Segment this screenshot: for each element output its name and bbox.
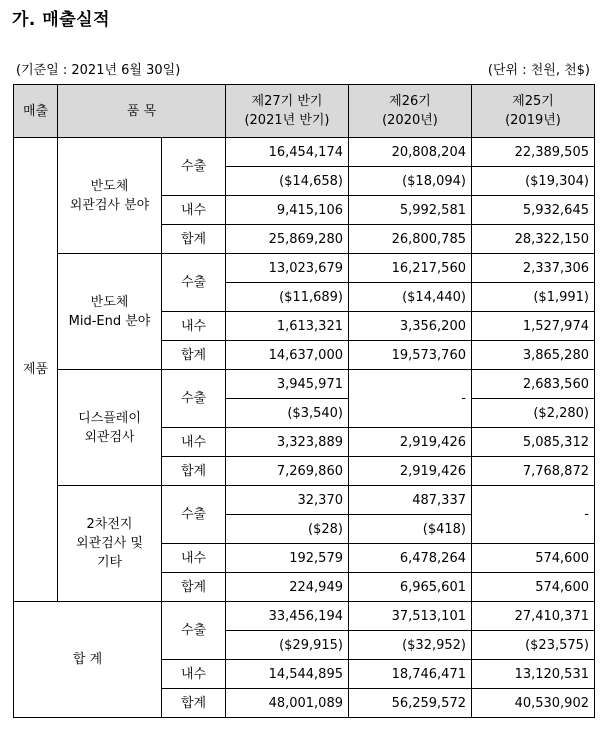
table-row bbox=[14, 370, 595, 399]
export-value: 33,456,194 bbox=[226, 602, 349, 631]
export-label: 수출 bbox=[162, 138, 226, 196]
domestic-label: 내수 bbox=[162, 544, 226, 573]
sales-table bbox=[13, 84, 595, 718]
export-value: 27,410,371 bbox=[472, 602, 595, 631]
subtotal-value: 19,573,760 bbox=[349, 341, 472, 370]
domestic-label: 내수 bbox=[162, 196, 226, 225]
subtotal-label: 합계 bbox=[162, 457, 226, 486]
export-usd-value: ($32,952) bbox=[349, 631, 472, 660]
subtotal-value: 3,865,280 bbox=[472, 341, 595, 370]
subtotal-value: 6,965,601 bbox=[349, 573, 472, 602]
export-usd-value: ($418) bbox=[349, 515, 472, 544]
export-value: 2,683,560 bbox=[472, 370, 595, 399]
subtotal-label: 합계 bbox=[162, 689, 226, 718]
unit-note: (단위 : 천원, 천$) bbox=[487, 63, 590, 78]
export-usd-value: ($19,304) bbox=[472, 167, 595, 196]
table-row bbox=[14, 602, 595, 631]
table-row bbox=[14, 138, 595, 167]
domestic-value: 14,544,895 bbox=[226, 660, 349, 689]
subtotal-value: 40,530,902 bbox=[472, 689, 595, 718]
reference-date: (기준일 : 2021년 6월 30일) bbox=[16, 63, 181, 78]
export-usd-value: ($18,094) bbox=[349, 167, 472, 196]
export-usd-value: ($11,689) bbox=[226, 283, 349, 312]
header-item: 품 목 bbox=[58, 85, 226, 138]
export-label: 수출 bbox=[162, 370, 226, 428]
export-value: 13,023,679 bbox=[226, 254, 349, 283]
subtotal-label: 합계 bbox=[162, 341, 226, 370]
product-group-name: 2차전지 외관검사 및 기타 bbox=[58, 486, 162, 602]
export-label: 수출 bbox=[162, 486, 226, 544]
export-usd-value: ($14,440) bbox=[349, 283, 472, 312]
domestic-value: 9,415,106 bbox=[226, 196, 349, 225]
subtotal-value: 25,869,280 bbox=[226, 225, 349, 254]
domestic-value: 5,085,312 bbox=[472, 428, 595, 457]
export-usd-value: ($3,540) bbox=[226, 399, 349, 428]
export-usd-value: ($1,991) bbox=[472, 283, 595, 312]
subtotal-value: 14,637,000 bbox=[226, 341, 349, 370]
domestic-value: 18,746,471 bbox=[349, 660, 472, 689]
export-value: 2,337,306 bbox=[472, 254, 595, 283]
subtotal-value: 224,949 bbox=[226, 573, 349, 602]
domestic-value: 5,992,581 bbox=[349, 196, 472, 225]
product-group-name: 반도체 외관검사 분야 bbox=[58, 138, 162, 254]
subtotal-value: 574,600 bbox=[472, 573, 595, 602]
export-value: 20,808,204 bbox=[349, 138, 472, 167]
domestic-value: 6,478,264 bbox=[349, 544, 472, 573]
header-sales: 매출 bbox=[14, 85, 58, 138]
domestic-value: 5,932,645 bbox=[472, 196, 595, 225]
export-usd-value: ($28) bbox=[226, 515, 349, 544]
section-title: 가. 매출실적 bbox=[12, 10, 110, 30]
domestic-label: 내수 bbox=[162, 312, 226, 341]
subtotal-label: 합계 bbox=[162, 573, 226, 602]
export-value: 32,370 bbox=[226, 486, 349, 515]
subtotal-value: 48,001,089 bbox=[226, 689, 349, 718]
subtotal-value: 26,800,785 bbox=[349, 225, 472, 254]
domestic-value: 3,323,889 bbox=[226, 428, 349, 457]
export-usd-value: ($29,915) bbox=[226, 631, 349, 660]
domestic-value: 2,919,426 bbox=[349, 428, 472, 457]
export-value: 3,945,971 bbox=[226, 370, 349, 399]
export-value: - bbox=[349, 370, 472, 428]
export-usd-value: ($2,280) bbox=[472, 399, 595, 428]
export-label: 수출 bbox=[162, 254, 226, 312]
export-label: 수출 bbox=[162, 602, 226, 660]
grand-total-label: 합 계 bbox=[14, 602, 162, 718]
domestic-label: 내수 bbox=[162, 428, 226, 457]
header-period-3: 제25기 (2019년) bbox=[472, 85, 595, 138]
export-value: 16,454,174 bbox=[226, 138, 349, 167]
subtotal-value: 7,768,872 bbox=[472, 457, 595, 486]
domestic-value: 13,120,531 bbox=[472, 660, 595, 689]
export-value: 37,513,101 bbox=[349, 602, 472, 631]
header-period-2: 제26기 (2020년) bbox=[349, 85, 472, 138]
subtotal-label: 합계 bbox=[162, 225, 226, 254]
domestic-value: 574,600 bbox=[472, 544, 595, 573]
export-value: 22,389,505 bbox=[472, 138, 595, 167]
subtotal-value: 2,919,426 bbox=[349, 457, 472, 486]
export-value: 487,337 bbox=[349, 486, 472, 515]
subtotal-value: 56,259,572 bbox=[349, 689, 472, 718]
product-group-name: 디스플레이 외관검사 bbox=[58, 370, 162, 486]
domestic-value: 192,579 bbox=[226, 544, 349, 573]
table-row bbox=[14, 486, 595, 515]
subtotal-value: 7,269,860 bbox=[226, 457, 349, 486]
export-usd-value: ($23,575) bbox=[472, 631, 595, 660]
export-value: - bbox=[472, 486, 595, 544]
domestic-value: 1,527,974 bbox=[472, 312, 595, 341]
header-period-1: 제27기 반기 (2021년 반기) bbox=[226, 85, 349, 138]
domestic-label: 내수 bbox=[162, 660, 226, 689]
header-row bbox=[14, 85, 595, 138]
domestic-value: 1,613,321 bbox=[226, 312, 349, 341]
product-label: 제품 bbox=[14, 138, 58, 602]
product-group-name: 반도체 Mid-End 분야 bbox=[58, 254, 162, 370]
domestic-value: 3,356,200 bbox=[349, 312, 472, 341]
subtotal-value: 28,322,150 bbox=[472, 225, 595, 254]
export-value: 16,217,560 bbox=[349, 254, 472, 283]
export-usd-value: ($14,658) bbox=[226, 167, 349, 196]
table-row bbox=[14, 254, 595, 283]
